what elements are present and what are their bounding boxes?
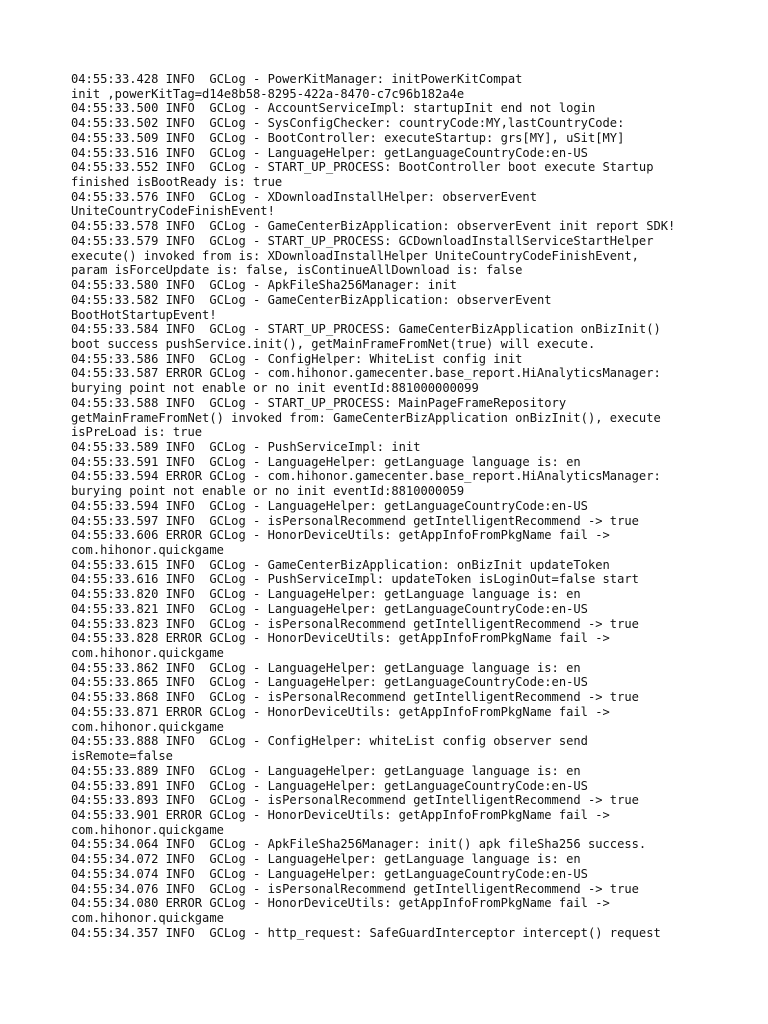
log-line: 04:55:33.591 INFO GCLog - LanguageHelper: getLanguage language is: en: [71, 454, 581, 469]
log-line: 04:55:33.888 INFO GCLog - ConfigHelper: whiteList config observer send: [71, 734, 588, 749]
log-line: 04:55:33.828 ERROR GCLog - HonorDeviceUtils: getAppInfoFromPkgName fail ->: [71, 631, 610, 646]
log-line: com.hihonor.quickgame: [71, 822, 224, 837]
log-line: execute() invoked from is: XDownloadInstallHelper UniteCountryCodeFinishEvent,: [71, 248, 639, 263]
log-line: 04:55:33.889 INFO GCLog - LanguageHelper: getLanguage language is: en: [71, 763, 581, 778]
log-line: 04:55:33.616 INFO GCLog - PushServiceImpl: updateToken isLoginOut=false start: [71, 572, 639, 587]
log-line: 04:55:33.509 INFO GCLog - BootController: executeStartup: grs[MY], uSit[MY]: [71, 130, 625, 145]
log-line: 04:55:33.587 ERROR GCLog - com.hihonor.gamecenter.base_report.HiAnalyticsManager:: [71, 366, 661, 381]
log-line: 04:55:33.823 INFO GCLog - isPersonalRecommend getIntelligentRecommend -> true: [71, 616, 639, 631]
log-line: 04:55:33.862 INFO GCLog - LanguageHelper: getLanguage language is: en: [71, 660, 581, 675]
log-line: param isForceUpdate is: false, isContinueAllDownload is: false: [71, 263, 523, 278]
log-line: 04:55:33.576 INFO GCLog - XDownloadInstallHelper: observerEvent: [71, 189, 537, 204]
log-line: boot success pushService.init(), getMainFrameFromNet(true) will execute.: [71, 336, 596, 351]
log-line: 04:55:34.072 INFO GCLog - LanguageHelper: getLanguage language is: en: [71, 852, 581, 867]
log-line: 04:55:33.594 INFO GCLog - LanguageHelper: getLanguageCountryCode:en-US: [71, 498, 588, 513]
log-line: 04:55:33.428 INFO GCLog - PowerKitManager: initPowerKitCompat: [71, 72, 523, 86]
log-line: 04:55:33.582 INFO GCLog - GameCenterBizApplication: observerEvent: [71, 292, 552, 307]
log-line: 04:55:33.820 INFO GCLog - LanguageHelper: getLanguage language is: en: [71, 587, 581, 602]
log-line: 04:55:33.594 ERROR GCLog - com.hihonor.gamecenter.base_report.HiAnalyticsManager:: [71, 469, 661, 484]
log-line: 04:55:33.579 INFO GCLog - START_UP_PROCESS: GCDownloadInstallServiceStartHelper: [71, 233, 654, 248]
log-line: burying point not enable or no init eventId:8810000059: [71, 484, 465, 499]
log-line: com.hihonor.quickgame: [71, 719, 224, 734]
log-line: 04:55:33.865 INFO GCLog - LanguageHelper: getLanguageCountryCode:en-US: [71, 675, 588, 690]
log-line: getMainFrameFromNet() invoked from: GameCenterBizApplication onBizInit(), execute: [71, 410, 661, 425]
log-line: 04:55:33.597 INFO GCLog - isPersonalRecommend getIntelligentRecommend -> true: [71, 513, 639, 528]
log-line: 04:55:34.074 INFO GCLog - LanguageHelper: getLanguageCountryCode:en-US: [71, 866, 588, 881]
log-line: 04:55:33.578 INFO GCLog - GameCenterBizApplication: observerEvent init report SDK!: [71, 219, 676, 234]
log-line: 04:55:33.821 INFO GCLog - LanguageHelper: getLanguageCountryCode:en-US: [71, 601, 588, 616]
log-line: BootHotStartupEvent!: [71, 307, 217, 322]
log-line: 04:55:33.588 INFO GCLog - START_UP_PROCESS: MainPageFrameRepository: [71, 395, 567, 410]
log-line: isPreLoad is: true: [71, 425, 203, 440]
log-line: 04:55:34.080 ERROR GCLog - HonorDeviceUtils: getAppInfoFromPkgName fail ->: [71, 896, 610, 911]
log-line: 04:55:33.502 INFO GCLog - SysConfigChecker: countryCode:MY,lastCountryCode:: [71, 116, 625, 131]
log-line: 04:55:33.891 INFO GCLog - LanguageHelper: getLanguageCountryCode:en-US: [71, 778, 588, 793]
log-line: 04:55:33.893 INFO GCLog - isPersonalRecommend getIntelligentRecommend -> true: [71, 793, 639, 808]
log-line: com.hihonor.quickgame: [71, 910, 224, 925]
log-line: finished isBootReady is: true: [71, 175, 283, 190]
log-line: 04:55:33.584 INFO GCLog - START_UP_PROCESS: GameCenterBizApplication onBizInit(): [71, 322, 661, 337]
log-line: com.hihonor.quickgame: [71, 543, 224, 557]
log-line: 04:55:33.871 ERROR GCLog - HonorDeviceUtils: getAppInfoFromPkgName fail ->: [71, 704, 610, 719]
log-line: init ,powerKitTag=d14e8b58-8295-422a-8470-c7c96b182a4e: [71, 86, 465, 101]
log-line: 04:55:33.516 INFO GCLog - LanguageHelper: getLanguageCountryCode:en-US: [71, 145, 588, 160]
log-line: 04:55:33.606 ERROR GCLog - HonorDeviceUtils: getAppInfoFromPkgName fail ->: [71, 528, 610, 543]
log-line: 04:55:33.901 ERROR GCLog - HonorDeviceUtils: getAppInfoFromPkgName fail ->: [71, 807, 610, 822]
log-line: 04:55:33.868 INFO GCLog - isPersonalRecommend getIntelligentRecommend -> true: [71, 690, 639, 705]
log-line: 04:55:33.580 INFO GCLog - ApkFileSha256Manager: init: [71, 278, 457, 293]
log-line: isRemote=false: [71, 749, 173, 764]
log-line: 04:55:34.076 INFO GCLog - isPersonalRecommend getIntelligentRecommend -> true: [71, 881, 639, 896]
log-line: 04:55:34.064 INFO GCLog - ApkFileSha256Manager: init() apk fileSha256 success.: [71, 837, 647, 852]
log-line: 04:55:33.586 INFO GCLog - ConfigHelper: WhiteList config init: [71, 351, 523, 366]
log-line: burying point not enable or no init eventId:881000000099: [71, 381, 479, 396]
log-line: 04:55:34.357 INFO GCLog - http_request: SafeGuardInterceptor intercept() request: [71, 925, 661, 940]
log-line: 04:55:33.589 INFO GCLog - PushServiceImpl: init: [71, 439, 421, 454]
log-text-block: [71, 72, 731, 940]
log-line: com.hihonor.quickgame: [71, 646, 224, 661]
log-line: 04:55:33.615 INFO GCLog - GameCenterBizApplication: onBizInit updateToken: [71, 557, 610, 572]
log-line: UniteCountryCodeFinishEvent!: [71, 204, 275, 219]
log-line: 04:55:33.552 INFO GCLog - START_UP_PROCESS: BootController boot execute Startup: [71, 160, 654, 175]
log-line: 04:55:33.500 INFO GCLog - AccountServiceImpl: startupInit end not login: [71, 101, 596, 116]
